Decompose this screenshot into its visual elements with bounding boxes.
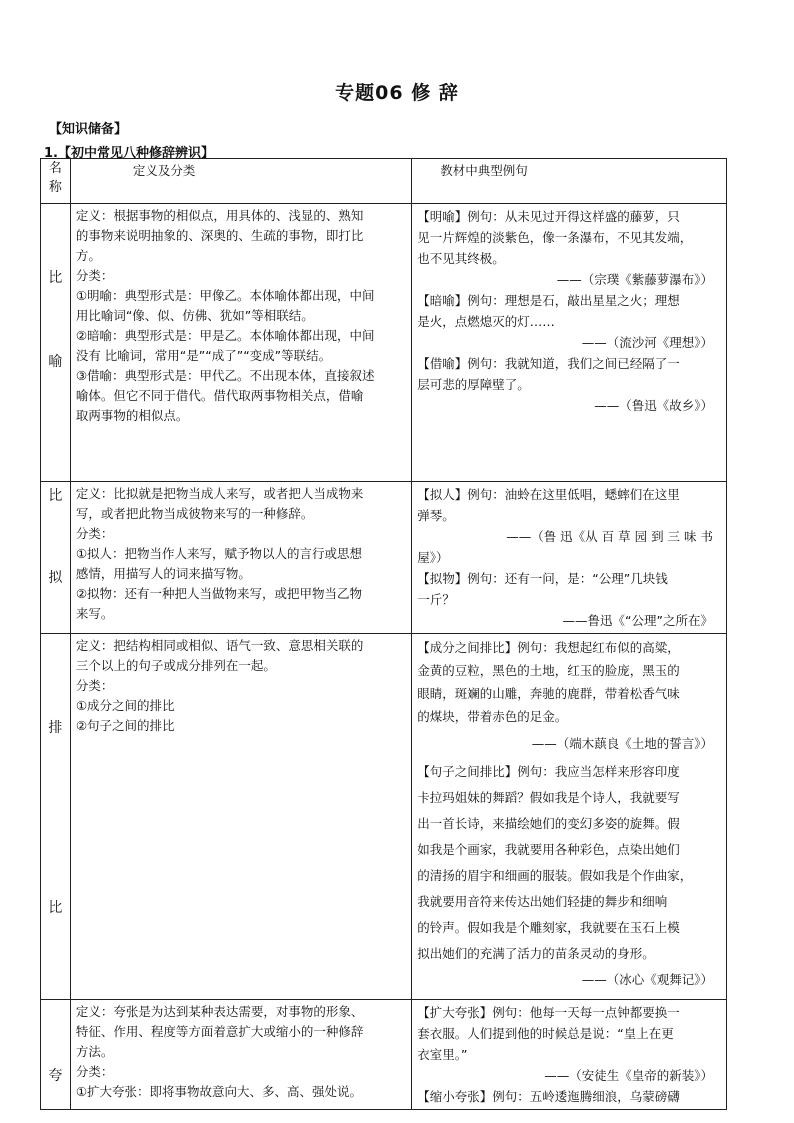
row-name-char: 排 — [48, 720, 63, 736]
definition-line: ②暗喻：典型形式是：甲是乙。本体喻体都出现，中间 — [75, 328, 375, 343]
example-line: 也不见其终极。 — [417, 251, 505, 266]
example-line: 见一片辉煌的淡紫色，像一条瀑布，不见其发端， — [417, 230, 693, 245]
example-source: ——（流沙河《理想》） — [581, 335, 713, 350]
header-name-char: 名 — [48, 161, 62, 176]
example-line: 【缩小夸张】例句：五岭逶迤腾细浪，乌蒙磅礴 — [417, 1089, 680, 1104]
section-heading-rhetoric: 1.【初中常见八种修辞辨识】 — [44, 146, 214, 161]
example-line: 一斤？ — [417, 592, 455, 607]
example-line: 眼睛，斑斓的山雕，奔驰的鹿群，带着松香气味 — [417, 686, 680, 701]
row-definition — [70, 1000, 411, 1110]
header-name — [41, 159, 71, 204]
example-line: 卡拉玛姐妹的舞蹈？假如我是个诗人，我就要写 — [417, 790, 680, 805]
example-line: 【成分之间排比】例句：我想起红布似的高粱， — [417, 640, 680, 655]
definition-line: 分类： — [75, 678, 114, 693]
row-name-hyperbole — [41, 1000, 71, 1110]
row-examples — [412, 482, 727, 634]
row-examples — [412, 1000, 727, 1110]
definition-line: 分类： — [75, 1064, 114, 1079]
row-name-char: 比 — [48, 488, 63, 504]
definition-line: ②句子之间的排比 — [75, 718, 175, 733]
table-header-row — [41, 159, 727, 204]
example-line: 【拟人】例句：油蛉在这里低唱，蟋蟀们在这里 — [417, 487, 680, 502]
row-name-char: 拟 — [48, 570, 63, 586]
definition-line: 来写。 — [75, 606, 114, 621]
example-line: 拟出她们的充满了活力的苗条灵动的身形。 — [417, 946, 655, 961]
definition-line: 取两事物的相似点。 — [75, 408, 189, 423]
section-heading-knowledge: 【知识储备】 — [49, 122, 128, 137]
example-source: ——（宗璞《紫藤萝瀑布》） — [556, 272, 713, 287]
example-line: 的铃声。假如我是个雕刻家，我就要在玉石上模 — [417, 920, 680, 935]
definition-line: ②拟物：还有一种把人当做物来写，或把甲物当乙物 — [75, 586, 363, 601]
definition-line: ①扩大夸张：即将事物故意向大、多、高、强处说。 — [75, 1084, 363, 1099]
row-name-char: 比 — [48, 270, 63, 286]
example-line: 【借喻】例句：我就知道，我们之间已经隔了一 — [417, 356, 680, 371]
table-row — [41, 204, 727, 482]
row-definition — [70, 634, 411, 1000]
row-name-char: 比 — [48, 900, 63, 916]
row-definition — [70, 204, 411, 482]
definition-line: 定义：根据事物的相似点，用具体的、浅显的、熟知 — [75, 208, 364, 223]
header-definition: 定义及分类 — [70, 159, 411, 204]
definition-line: 的事物来说明抽象的、深奥的、生疏的事物，即打比 — [75, 228, 364, 243]
example-line: 弹琴。 — [417, 508, 455, 523]
definition-line: ①明喻：典型形式是：甲像乙。本体喻体都出现，中间 — [75, 288, 375, 303]
row-name-char: 夸 — [48, 1068, 63, 1084]
definition-line: 定义：夸张是为达到某种表达需要，对事物的形象、 — [75, 1004, 364, 1019]
example-source: ——（安徒生《皇帝的新装》） — [544, 1068, 713, 1083]
table-row — [41, 482, 727, 634]
example-line: 【暗喻】例句：理想是石，敲出星星之火；理想 — [417, 293, 680, 308]
example-line: 我就要用音符来传达出她们轻捷的舞步和细响 — [417, 894, 668, 909]
definition-line: 方法。 — [75, 1044, 114, 1059]
header-name-char: 称 — [48, 180, 62, 195]
example-line: 是火，点燃熄灭的灯…… — [417, 314, 555, 329]
example-line: 套衣服。人们提到他的时候总是说：“皇上在更 — [417, 1026, 674, 1041]
example-line: 【明喻】例句：从未见过开得这样盛的藤萝，只 — [417, 209, 680, 224]
example-line: 如我是个画家，我就要用各种彩色，点染出她们 — [417, 842, 680, 857]
example-source: ——鲁迅《“公理”之所在》 — [562, 613, 713, 628]
example-source: ——（冰心《观舞记》） — [581, 972, 713, 987]
definition-line: 分类： — [75, 268, 114, 283]
definition-line: ③借喻：典型形式是：甲代乙。不出现本体，直接叙述 — [75, 368, 375, 383]
example-line: 衣室里。” — [417, 1047, 468, 1062]
definition-line: 没有 比喻词，常用“是”“成了”“变成”等联结。 — [75, 348, 332, 363]
header-examples: 教材中典型例句 — [412, 159, 727, 204]
rhetoric-table — [40, 158, 727, 1110]
example-line: 出一首长诗，来描绘她们的变幻多姿的旋舞。假 — [417, 816, 680, 831]
example-line: 层可悲的厚障壁了。 — [417, 377, 530, 392]
definition-line: 喻体。但它不同于借代。借代取两事物相关点，借喻 — [75, 388, 364, 403]
definition-line: 分类： — [75, 526, 114, 541]
definition-line: 感情，用描写人的词来描写物。 — [75, 566, 251, 581]
row-name-personification — [41, 482, 71, 634]
definition-line: 定义：把结构相同或相似、语气一致、意思相关联的 — [75, 638, 364, 653]
example-source: ——（端木蕻良《土地的誓言》） — [531, 736, 713, 751]
row-definition — [70, 482, 411, 634]
row-name-metaphor — [41, 204, 71, 482]
row-name-char: 喻 — [48, 354, 63, 370]
definition-line: ①拟人：把物当作人来写，赋予物以人的言行或思想 — [75, 546, 363, 561]
example-line: 【句子之间排比】例句：我应当怎样来形容印度 — [417, 764, 680, 779]
definition-line: 定义：比拟就是把物当成人来写，或者把人当成物来 — [75, 486, 364, 501]
table-row — [41, 1000, 727, 1110]
example-source: ——（鲁 迅《从 百 草 园 到 三 味 书 — [506, 529, 713, 544]
definition-line: 特征、作用、程度等方面着意扩大或缩小的一种修辞 — [75, 1024, 364, 1039]
definition-line: 三个以上的句子或成分排列在一起。 — [75, 658, 276, 673]
page-title: 专题06 修 辞 — [335, 82, 459, 104]
definition-line: 用比喻词“像、似、仿佛、犹如”等相联结。 — [75, 308, 314, 323]
example-source: 屋》） — [417, 550, 449, 565]
example-line: 【拟物】例句：还有一问，是：“公理”几块钱 — [417, 571, 668, 586]
example-line: 的清扬的眉宇和细画的服装。假如我是个作曲家， — [417, 868, 693, 883]
table-row — [41, 634, 727, 1000]
definition-line: 方。 — [75, 248, 101, 263]
row-name-parallelism — [41, 634, 71, 1000]
example-line: 【扩大夸张】例句：他每一天每一点钟都要换一 — [417, 1005, 680, 1020]
example-source: ——（鲁迅《故乡》） — [594, 398, 713, 413]
row-examples — [412, 634, 727, 1000]
definition-line: 写，或者把此物当成彼物来写的一种修辞。 — [75, 506, 314, 521]
example-line: 的煤块，带着赤色的足金。 — [417, 709, 568, 724]
definition-line: ①成分之间的排比 — [75, 698, 175, 713]
example-line: 金黄的豆粒，黑色的土地，红玉的脸庞，黑玉的 — [417, 663, 680, 678]
row-examples — [412, 204, 727, 482]
